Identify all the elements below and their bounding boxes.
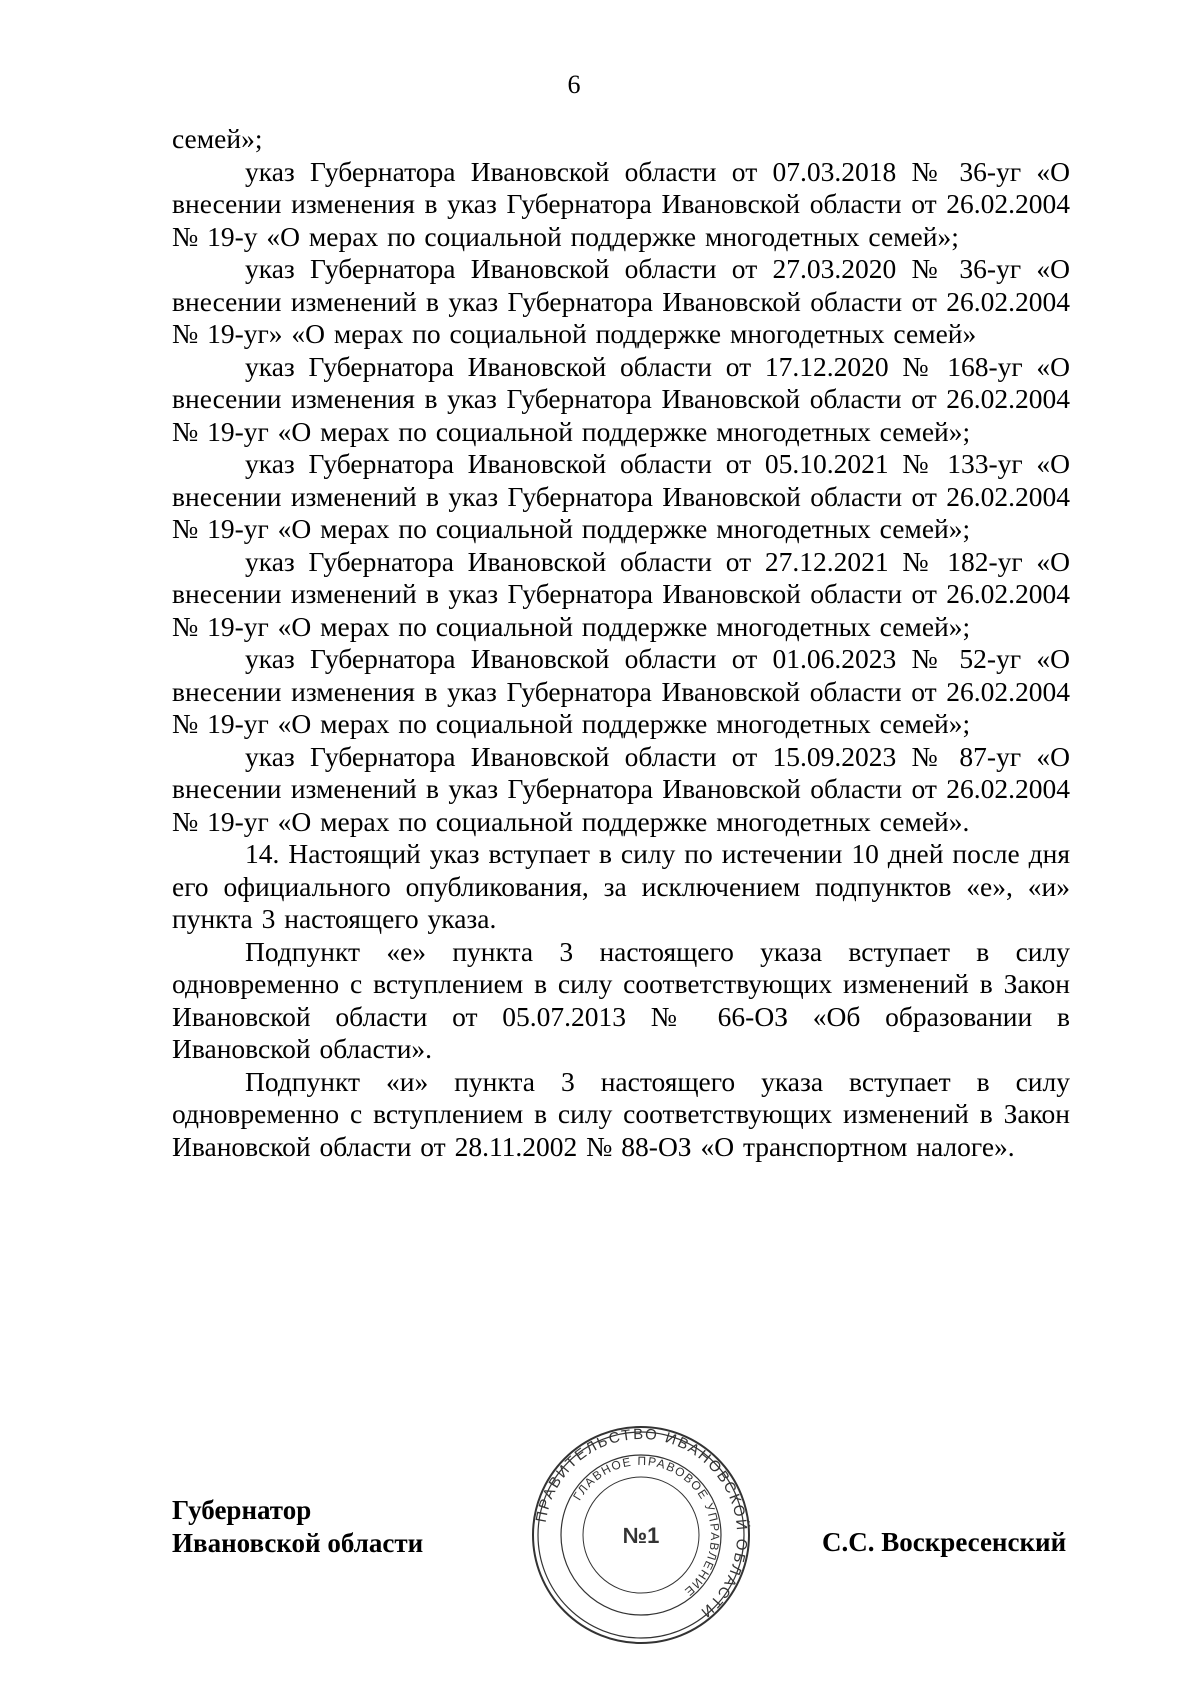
seal-inner-text: ГЛАВНОЕ ПРАВОВОЕ УПРАВЛЕНИЕ xyxy=(570,1453,723,1600)
signatory-position xyxy=(172,1494,423,1560)
signatory-name: С.С. Воскресенский xyxy=(822,1527,1067,1557)
paragraph: указ Губернатора Ивановской области от 05.10.2021 № 133-уг «О внесении изменений в указ Губернатора Ивановской области от 26.02.2004 № 19-уг «О мерах по социальной поддержке многодетных семей»; xyxy=(172,448,1070,544)
signatory-position-line2: Ивановской области xyxy=(172,1528,424,1558)
paragraph: указ Губернатора Ивановской области от 17.12.2020 № 168-уг «О внесении изменения в указ Губернатора Ивановской области от 26.02.2004 № 19-уг «О мерах по социальной поддержке многодетных семей»; xyxy=(172,350,1070,447)
official-seal-stamp xyxy=(530,1424,752,1646)
paragraph: указ Губернатора Ивановской области от 27.12.2021 № 182-уг «О внесении изменений в указ Губернатора Ивановской области от 26.02.2004 № 19-уг «О мерах по социальной поддержке многодетных семей»; xyxy=(172,545,1070,642)
paragraph: Подпункт «е» пункта 3 настоящего указа вступает в силу одновременно с вступлением в силу соответствующих изменений в Закон Ивановской области от 05.07.2013 № 66-ОЗ «Об образовании в Ивановской области». xyxy=(172,935,1070,1064)
paragraph: указ Губернатора Ивановской области от 07.03.2018 № 36-уг «О внесении изменения в указ Губернатора Ивановской области от 26.02.2004 № 19-у «О мерах по социальной поддержке многодетных семей»; xyxy=(172,155,1070,252)
seal-number: №1 xyxy=(622,1523,660,1548)
paragraph: указ Губернатора Ивановской области от 15.09.2023 № 87-уг «О внесении изменений в указ Губернатора Ивановской области от 26.02.2004 № 19-уг «О мерах по социальной поддержке многодетных семей». xyxy=(172,740,1070,837)
paragraph: семей»; xyxy=(172,123,263,154)
paragraph: указ Губернатора Ивановской области от 01.06.2023 № 52-уг «О внесении изменения в указ Губернатора Ивановской области от 26.02.2004 № 19-уг «О мерах по социальной поддержке многодетных семей»; xyxy=(172,643,1070,739)
paragraph: 14. Настоящий указ вступает в силу по истечении 10 дней после дня его официального опубликования, за исключением подпунктов «е», «и» пункта 3 настоящего указа. xyxy=(172,838,1070,934)
paragraph: Подпункт «и» пункта 3 настоящего указа вступает в силу одновременно с вступлением в силу соответствующих изменений в Закон Ивановской области от 28.11.2002 № 88-ОЗ «О транспортном налоге». xyxy=(172,1065,1070,1162)
paragraph: указ Губернатора Ивановской области от 27.03.2020 № 36-уг «О внесении изменений в указ Губернатора Ивановской области от 26.02.2004 № 19-уг» «О мерах по социальной поддержке многодетных семей» xyxy=(172,253,1070,349)
signatory-position-line1: Губернатор xyxy=(172,1495,312,1525)
document-body xyxy=(172,123,1070,1163)
page-number: 6 xyxy=(567,70,581,99)
seal-outer-text: ПРАВИТЕЛЬСТВО ИВАНОВСКОЙ ОБЛАСТИ xyxy=(532,1425,751,1622)
